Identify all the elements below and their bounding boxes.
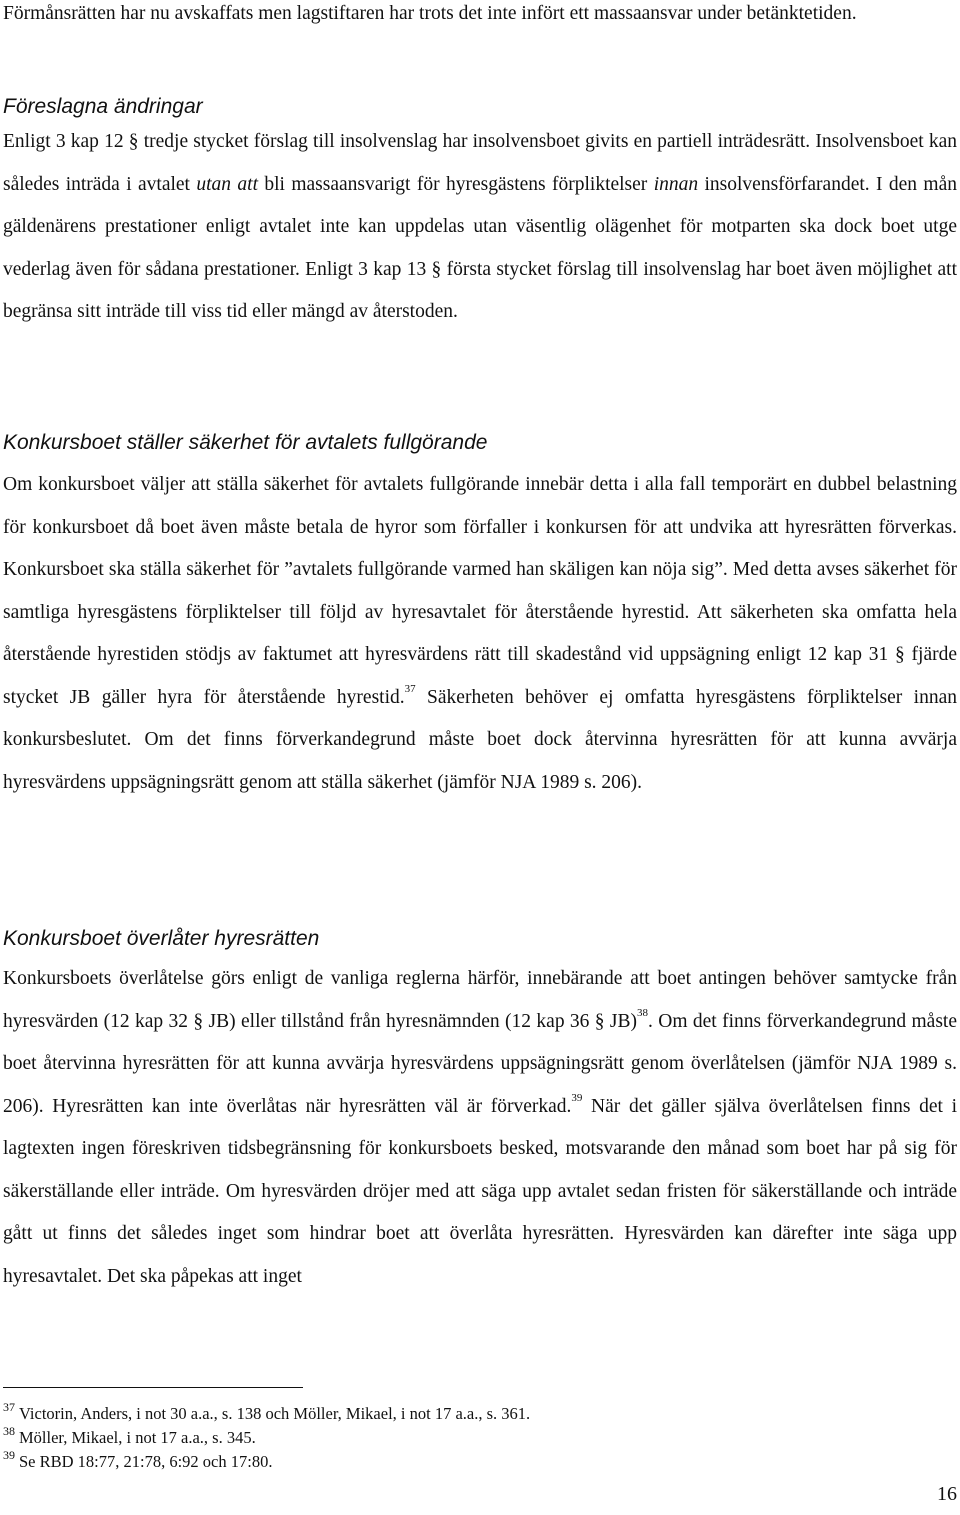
text-run: Konkursboets överlåtelse görs enligt de vanliga reglerna härför, innebärande att boet antingen behöver samtycke från hyresvärden (12 kap 32 § JB) eller tillstånd från hyresnämnden (12 kap 36 § JB) [3, 968, 957, 1032]
footnote-number: 39 [3, 1447, 15, 1462]
text-run: Säkerheten behöver ej omfatta hyresgästens förpliktelser innan konkursbeslutet. Om det finns förverkandegrund måste boet dock återvinna hyresrätten för att kunna avvärja hyresvärdens uppsägningsrätt genom att ställa säkerhet (jämför NJA 1989 s. 206). [3, 686, 958, 793]
page-number: 16 [937, 1483, 957, 1505]
text-run: Enligt 3 kap 12 § tredje stycket förslag till insolvenslag har insolvensboet givits en partiell inträdesrätt. Insolvensboet kan således inträda i avtalet [3, 131, 957, 195]
footnote-39 [3, 1447, 273, 1473]
heading-transfer: Konkursboet överlåter hyresrätten [3, 927, 320, 950]
heading-security: Konkursboet ställer säkerhet för avtalets fullgörande [3, 431, 488, 454]
footnote-ref-37[interactable]: 37 [404, 683, 416, 695]
text-run: När det gäller själva överlåtelsen finns det i lagtexten ingen föreskriven tidsbegränsning för konkursboets besked, motsvarande den månad som boet har på sig för säkerställande eller inträde. Om hyresvärden dröjer med att säga upp avtalet sedan fristen för säkerställande och inträde gått ut finns det således inget som hindrar boet att överlåta hyresrätten. Hyresvärden kan därefter inte säga upp hyresavtalet. Det ska påpekas att inget [3, 1095, 957, 1287]
heading-proposed-changes: Föreslagna ändringar [3, 95, 203, 118]
paragraph-proposed-changes [3, 121, 957, 334]
footnote-text: Möller, Mikael, i not 17 a.a., s. 345. [19, 1428, 256, 1447]
paragraph-transfer [3, 958, 957, 1298]
text-run: bli massaansvarigt för hyresgästens förpliktelser [258, 173, 654, 195]
text-run: insolvensförfarandet. I den mån gäldenärens prestationer enligt avtalet inte kan uppdelas utan väsentlig olägenhet för motparten ska dock boet utge vederlag även för sådana prestationer. Enligt 3 kap 13 § första stycket förslag till insolvenslag har boet även möjlighet att begränsa sitt inträde till viss tid eller mängd av återstoden. [3, 173, 957, 322]
footnote-number: 38 [3, 1423, 15, 1438]
footnote-38 [3, 1423, 256, 1449]
footnote-ref-38[interactable]: 38 [637, 1007, 649, 1019]
footnote-number: 37 [3, 1399, 15, 1414]
footnote-divider [3, 1387, 303, 1388]
text-run: . Om det finns förverkandegrund måste boet återvinna hyresrätten för att kunna avvärja hyresvärdens uppsägningsrätt genom överlåtelsen (jämför NJA 1989 s. 206). Hyresrätten kan inte överlåtas när hyresrätten väl är förverkad. [3, 1010, 957, 1117]
text-run: Om konkursboet väljer att ställa säkerhet för avtalets fullgörande innebär detta i alla fall temporärt en dubbel belastning för konkursboet då boet även måste betala de hyror som förfaller i konkursen för att undvika att hyresrätten förverkas. Konkursboet ska ställa säkerhet för ”avtalets fullgörande varmed han skäligen kan nöja sig”. Med detta avses säkerhet för samtliga hyresgästens förpliktelser till följd av hyresavtalet för återstående hyrestid. Att säkerheten ska omfatta hela återstående hyrestiden stödjs av faktumet att hyresvärdens rätt till skadestånd vid uppsägning enligt 12 kap 31 § fjärde stycket JB gäller hyra för återstående hyrestid. [3, 474, 957, 708]
italic-text: utan att [196, 173, 258, 195]
footnote-37 [3, 1399, 531, 1425]
footnote-ref-39[interactable]: 39 [571, 1092, 583, 1104]
italic-text: innan [653, 173, 699, 195]
footnote-text: Victorin, Anders, i not 30 a.a., s. 138 och Möller, Mikael, i not 17 a.a., s. 361. [19, 1404, 531, 1423]
paragraph-security [3, 464, 957, 804]
paragraph-intro: Förmånsrätten har nu avskaffats men lagstiftaren har trots det inte infört ett massaansvar under betänktetiden. [3, 3, 857, 24]
footnote-text: Se RBD 18:77, 21:78, 6:92 och 17:80. [19, 1452, 273, 1471]
